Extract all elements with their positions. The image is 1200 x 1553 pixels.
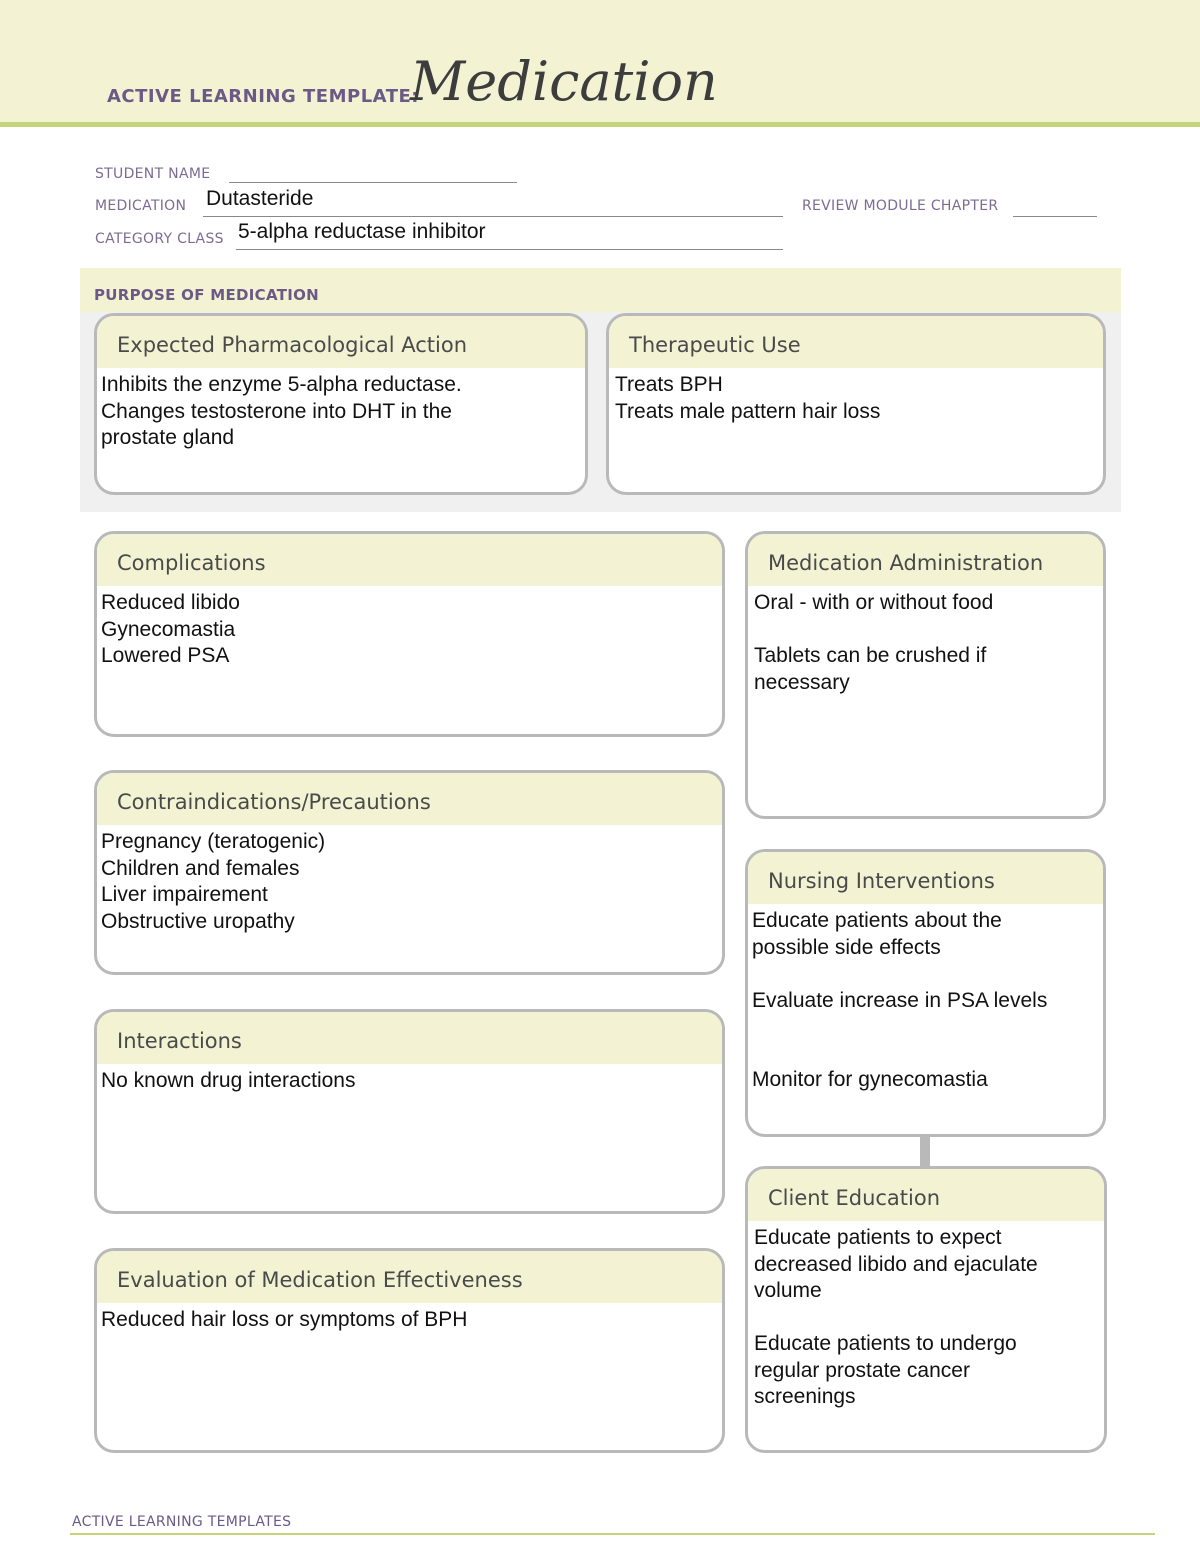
header-rule [0, 122, 1200, 127]
expected-action-box[interactable] [94, 313, 588, 495]
complications-text: Reduced libido Gynecomastia Lowered PSA [101, 591, 240, 667]
footer-rule [70, 1533, 1155, 1535]
review-module-field[interactable] [1013, 200, 1097, 217]
contraindications-title: Contraindications/Precautions [97, 773, 722, 825]
student-name-label: STUDENT NAME [95, 166, 211, 182]
administration-title: Medication Administration [748, 534, 1103, 586]
contraindications-box[interactable] [94, 770, 725, 975]
interactions-title: Interactions [97, 1012, 722, 1064]
expected-action-text: Inhibits the enzyme 5-alpha reductase. Changes testosterone into DHT in the prostate gland [101, 373, 462, 449]
therapeutic-use-box[interactable] [606, 313, 1106, 495]
connector-bar [920, 1134, 930, 1168]
contraindications-text: Pregnancy (teratogenic) Children and females Liver impairement Obstructive uropathy [101, 830, 326, 933]
evaluation-box[interactable] [94, 1248, 725, 1453]
client-education-text: Educate patients to expect decreased libido and ejaculate volume Educate patients to undergo regular prostate cancer screenings [754, 1226, 1038, 1408]
medication-label: MEDICATION [95, 198, 187, 214]
expected-action-title: Expected Pharmacological Action [97, 316, 585, 368]
purpose-label: PURPOSE OF MEDICATION [94, 286, 320, 304]
footer-label: ACTIVE LEARNING TEMPLATES [72, 1514, 292, 1530]
interactions-box[interactable] [94, 1009, 725, 1214]
administration-box[interactable] [745, 531, 1106, 819]
evaluation-text: Reduced hair loss or symptoms of BPH [101, 1308, 468, 1331]
client-education-box[interactable] [745, 1166, 1107, 1453]
therapeutic-use-title: Therapeutic Use [609, 316, 1103, 368]
therapeutic-use-text: Treats BPH Treats male pattern hair loss [615, 373, 881, 423]
student-name-field[interactable] [229, 166, 517, 183]
category-class-value: 5-alpha reductase inhibitor [238, 220, 486, 243]
complications-box[interactable] [94, 531, 725, 737]
administration-text: Oral - with or without food Tablets can be crushed if necessary [754, 591, 994, 694]
category-class-label: CATEGORY CLASS [95, 231, 224, 247]
nursing-interventions-box[interactable] [745, 849, 1106, 1137]
complications-title: Complications [97, 534, 722, 586]
template-label: ACTIVE LEARNING TEMPLATE: [107, 86, 419, 107]
interactions-text: No known drug interactions [101, 1069, 356, 1092]
page-title: Medication [410, 50, 718, 113]
medication-value: Dutasteride [206, 187, 314, 210]
nursing-interventions-text: Educate patients about the possible side effects Evaluate increase in PSA levels Monitor for gynecomastia [752, 909, 1048, 1091]
review-module-label: REVIEW MODULE CHAPTER [802, 198, 999, 214]
client-education-title: Client Education [748, 1169, 1104, 1221]
evaluation-title: Evaluation of Medication Effectiveness [97, 1251, 722, 1303]
nursing-interventions-title: Nursing Interventions [748, 852, 1103, 904]
